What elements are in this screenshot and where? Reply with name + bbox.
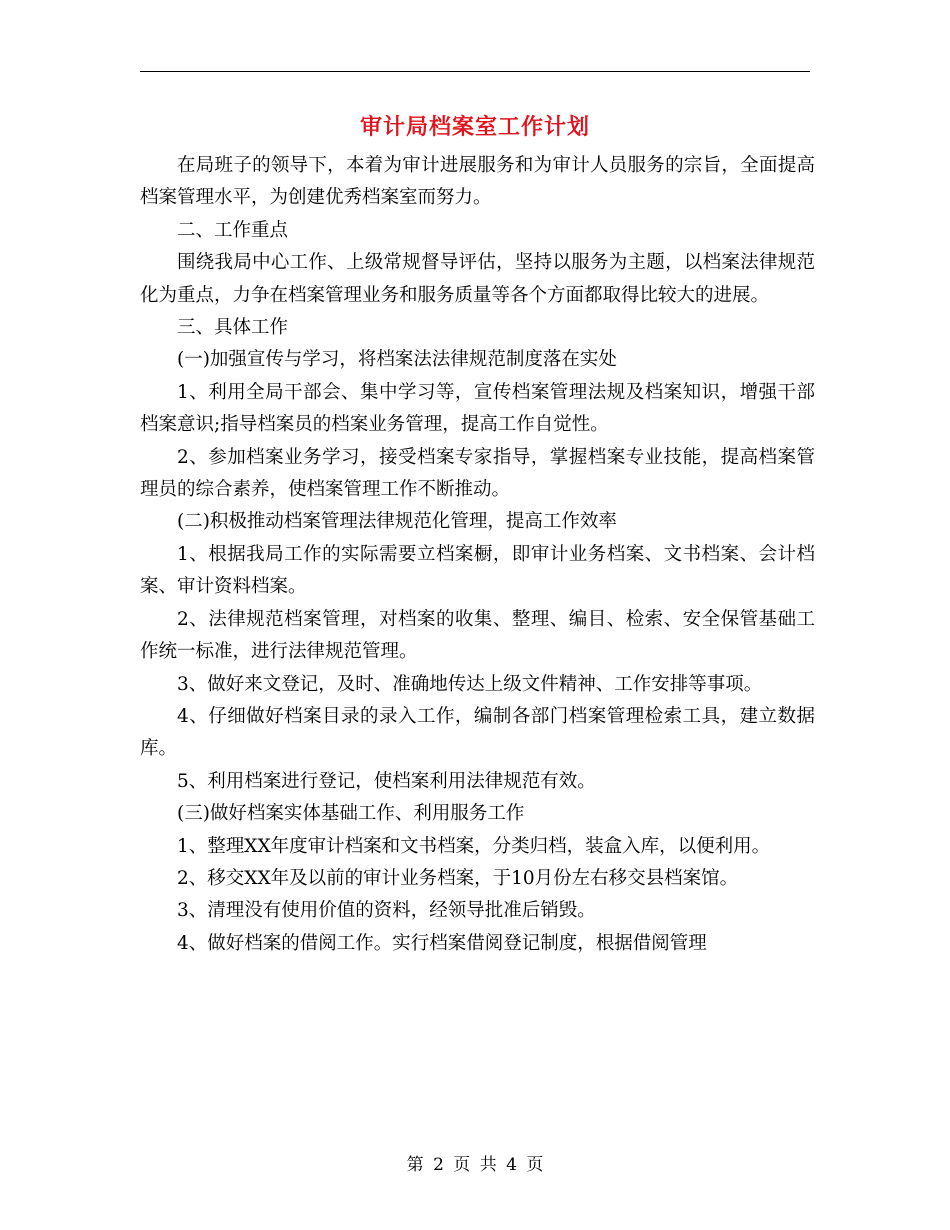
body-paragraph: 4、仔细做好档案目录的录入工作，编制各部门档案管理检索工具，建立数据库。 bbox=[140, 705, 815, 760]
body-paragraph: 2、法律规范档案管理，对档案的收集、整理、编目、检索、安全保管基础工作统一标准，进行法律规范管理。 bbox=[140, 608, 815, 663]
document-title: 审计局档案室工作计划 bbox=[359, 114, 590, 140]
body-paragraph: (三)做好档案实体基础工作、利用服务工作 bbox=[177, 803, 525, 825]
body-paragraph: 1、利用全局干部会、集中学习等，宣传档案管理法规及档案知识，增强干部档案意识;指导档案员的档案业务管理，提高工作自觉性。 bbox=[140, 381, 815, 436]
body-paragraph: 4、做好档案的借阅工作。实行档案借阅登记制度，根据借阅管理 bbox=[177, 932, 707, 954]
body-paragraph: 围绕我局中心工作、上级常规督导评估，坚持以服务为主题，以档案法律规范化为重点，力争在档案管理业务和服务质量等各个方面都取得比较大的进展。 bbox=[140, 252, 815, 306]
body-paragraph: 在局班子的领导下，本着为审计进展服务和为审计人员服务的宗旨，全面提高档案管理水平，为创建优秀档案室而努力。 bbox=[140, 155, 815, 209]
body-paragraph: 二、工作重点 bbox=[177, 219, 289, 241]
body-paragraph: 2、移交XX年及以前的审计业务档案，于10月份左右移交县档案馆。 bbox=[177, 867, 739, 889]
document-body bbox=[140, 150, 815, 960]
body-paragraph: 3、做好来文登记，及时、准确地传达上级文件精神、工作安排等事项。 bbox=[177, 673, 763, 695]
body-paragraph: 5、利用档案进行登记，使档案利用法律规范有效。 bbox=[177, 770, 596, 792]
body-paragraph: 三、具体工作 bbox=[177, 317, 289, 339]
header-rule bbox=[140, 71, 810, 72]
body-paragraph: 3、清理没有使用价值的资料，经领导批准后销毁。 bbox=[177, 900, 596, 922]
body-paragraph: (二)积极推动档案管理法律规范化管理，提高工作效率 bbox=[177, 511, 617, 533]
body-paragraph: 2、参加档案业务学习，接受档案专家指导，掌握档案专业技能，提高档案管理员的综合素养，使档案管理工作不断推动。 bbox=[140, 446, 815, 501]
body-paragraph: 1、整理XX年度审计档案和文书档案，分类归档，装盒入库，以便利用。 bbox=[177, 835, 771, 857]
body-paragraph: (一)加强宣传与学习，将档案法法律规范制度落在实处 bbox=[177, 349, 617, 371]
page-footer: 第 2 页 共 4 页 bbox=[406, 1155, 544, 1175]
body-paragraph: 1、根据我局工作的实际需要立档案橱，即审计业务档案、文书档案、会计档案、审计资料档案。 bbox=[140, 543, 815, 598]
